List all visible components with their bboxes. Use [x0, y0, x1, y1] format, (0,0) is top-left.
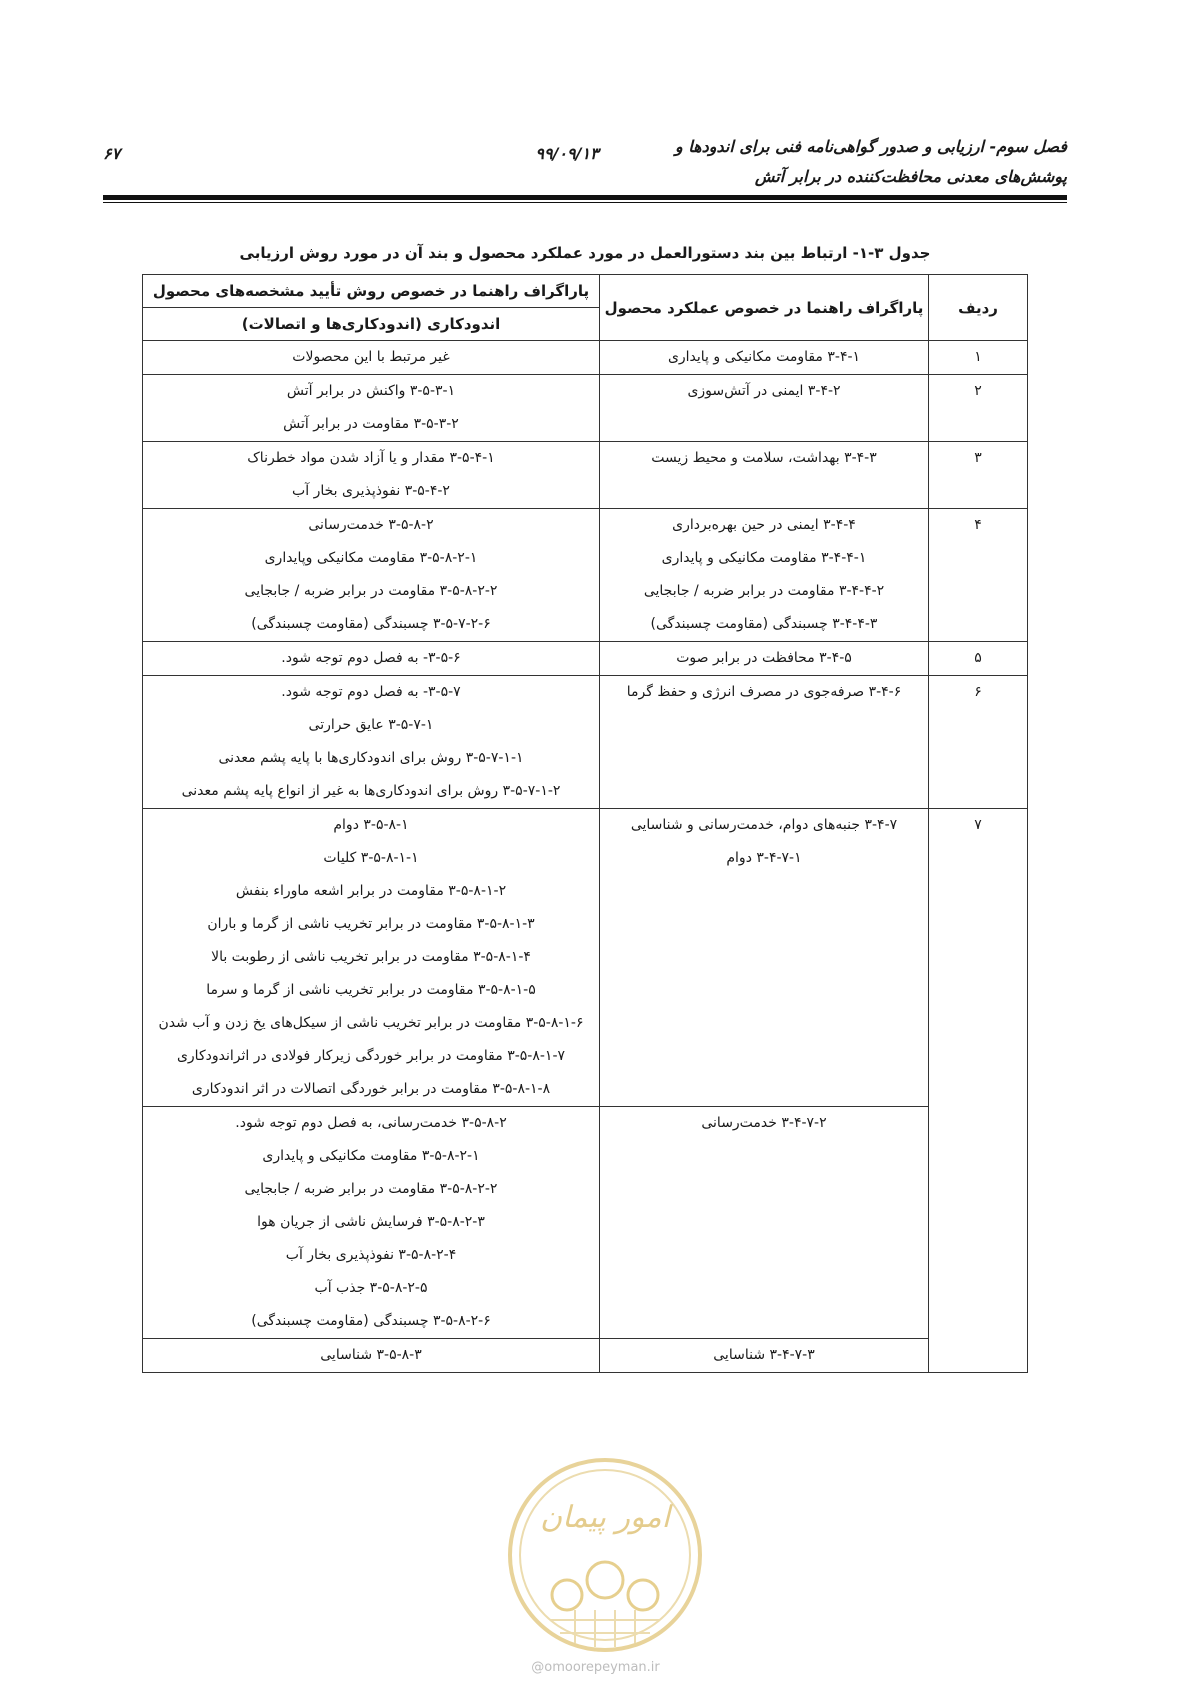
- radif-cell: [929, 642, 1028, 676]
- cell-line: ۳-۵-۷-۱-۲ روش برای اندودکاری‌ها به غیر از انواع پایه پشم معدنی: [181, 783, 561, 799]
- cell-line: ۳-۵-۷-۱ عایق حرارتی: [308, 717, 434, 733]
- header-rule-thick: [103, 195, 1067, 200]
- cell-line: ۳-۵-۸-۱-۱ کلیات: [323, 850, 419, 866]
- header-spec-line-1: پاراگراف راهنما در خصوص روش تأیید مشخصه‌های محصول: [152, 282, 590, 300]
- radif-value: ۴: [974, 517, 982, 533]
- header-radif: ردیف: [929, 275, 1028, 341]
- cell-line: ۳-۵-۳-۱ واکنش در برابر آتش: [286, 383, 456, 399]
- radif-value: ۷: [974, 817, 982, 833]
- cell-line: ۳-۵-۸-۲ خدمت‌رسانی: [308, 517, 434, 533]
- spec-cell: [143, 676, 600, 809]
- cell-line: ۳-۵-۸-۱-۷ مقاومت در برابر خوردگی زیرکار فولادی در اثراندودکاری: [176, 1048, 566, 1064]
- performance-cell: [600, 676, 929, 809]
- table-row: [143, 809, 1028, 1107]
- performance-cell: [600, 341, 929, 375]
- cell-line: ۳-۵-۸-۱-۵ مقاومت در برابر تخریب ناشی از گرما و سرما: [206, 982, 536, 998]
- page-number: ۶۷: [103, 144, 121, 163]
- performance-cell: [600, 375, 929, 442]
- chapter-title-line-1: فصل سوم- ارزیابی و صدور گواهی‌نامه فنی برای اندودها و: [675, 137, 1067, 156]
- cell-line: ۳-۵-۸-۲-۳ فرسایش ناشی از جریان هوا: [257, 1214, 485, 1230]
- table-row: [143, 341, 1028, 375]
- watermark-text: @omoorepeyman.ir: [531, 1660, 660, 1675]
- performance-cell: [600, 642, 929, 676]
- radif-cell: [929, 341, 1028, 375]
- cell-line: ۳-۵-۳-۲ مقاومت در برابر آتش: [283, 416, 459, 432]
- table-caption: جدول ۳-۱- ارتباط بین بند دستورالعمل در مورد عملکرد محصول و بند آن در مورد روش ارزیابی: [239, 244, 931, 262]
- cell-line: ۳-۵-۸-۲-۶ چسبندگی (مقاومت چسبندگی): [251, 1313, 491, 1329]
- cell-line: ۳-۴-۷ جنبه‌های دوام، خدمت‌رسانی و شناسایی: [630, 817, 898, 833]
- cell-line: ۳-۴-۴-۳ چسبندگی (مقاومت چسبندگی): [650, 616, 878, 632]
- spec-cell: [143, 375, 600, 442]
- table-row: [143, 1107, 1028, 1339]
- cell-line: ۳-۴-۷-۳ شناسایی: [713, 1347, 815, 1363]
- cell-line: ۳-۵-۸-۱-۸ مقاومت در برابر خوردگی اتصالات در اثر اندودکاری: [191, 1081, 551, 1097]
- cell-line: ۳-۴-۷-۲ خدمت‌رسانی: [701, 1115, 827, 1131]
- cell-line: ۳-۵-۸-۲-۱ مقاومت مکانیکی و پایداری: [262, 1148, 480, 1164]
- cell-line: ۳-۵-۸-۱ دوام: [333, 817, 409, 833]
- cell-line: ۳-۵-۸-۲-۲ مقاومت در برابر ضربه / جابجایی: [244, 583, 498, 599]
- seal-stamp: [505, 1455, 705, 1655]
- cell-line: ۳-۵-۸-۱-۲ مقاومت در برابر اشعه ماوراء بنفش: [235, 883, 507, 899]
- svg-text:امور پیمان: امور پیمان: [540, 1500, 670, 1535]
- performance-cell: [600, 1107, 929, 1339]
- table-header-row: [143, 275, 1028, 341]
- chapter-title: [675, 132, 1067, 192]
- performance-cell: [600, 509, 929, 642]
- radif-value: ۳: [974, 450, 982, 466]
- spec-cell: [143, 1107, 600, 1339]
- cell-line: ۳-۵-۶- به فصل دوم توجه شود.: [281, 650, 461, 666]
- table-row: [143, 642, 1028, 676]
- cell-line: ۳-۵-۷- به فصل دوم توجه شود.: [281, 684, 461, 700]
- cell-line: ۳-۴-۷-۱ دوام: [726, 850, 802, 866]
- spec-cell: [143, 442, 600, 509]
- cell-line: ۳-۴-۳ بهداشت، سلامت و محیط زیست: [651, 450, 877, 466]
- cell-line: ۳-۵-۸-۳ شناسایی: [320, 1347, 422, 1363]
- cell-line: ۳-۵-۸-۲ خدمت‌رسانی، به فصل دوم توجه شود.: [235, 1115, 507, 1131]
- cell-line: ۳-۵-۸-۲-۵ جذب آب: [314, 1280, 428, 1296]
- table-row: [143, 442, 1028, 509]
- cell-line: ۳-۴-۶ صرفه‌جوی در مصرف انرژی و حفظ گرما: [626, 684, 902, 700]
- cell-line: ۳-۴-۵ محافظت در برابر صوت: [676, 650, 852, 666]
- performance-cell: [600, 1339, 929, 1373]
- radif-cell: [929, 375, 1028, 442]
- header-spec: [143, 275, 600, 341]
- table-body: [143, 341, 1028, 1373]
- cell-line: ۳-۴-۴ ایمنی در حین بهره‌برداری: [672, 517, 856, 533]
- table-row: [143, 676, 1028, 809]
- header-rule-thin: [103, 202, 1067, 203]
- cell-line: ۳-۴-۱ مقاومت مکانیکی و پایداری: [667, 349, 861, 365]
- radif-cell: [929, 809, 1028, 1373]
- table-row: [143, 509, 1028, 642]
- relation-table: [142, 274, 1028, 1373]
- radif-value: ۶: [974, 684, 982, 700]
- table-row: [143, 1339, 1028, 1373]
- spec-cell: [143, 809, 600, 1107]
- cell-line: ۳-۵-۴-۱ مقدار و یا آزاد شدن مواد خطرناک: [247, 450, 495, 466]
- cell-line: ۳-۵-۸-۲-۱ مقاومت مکانیکی وپایداری: [264, 550, 478, 566]
- radif-cell: [929, 676, 1028, 809]
- cell-line: ۳-۵-۷-۱-۱ روش برای اندودکاری‌ها با پایه پشم معدنی: [218, 750, 524, 766]
- performance-cell: [600, 442, 929, 509]
- cell-line: ۳-۵-۷-۲-۶ چسبندگی (مقاومت چسبندگی): [251, 616, 491, 632]
- radif-value: ۲: [974, 383, 982, 399]
- performance-cell: [600, 809, 929, 1107]
- cell-line: ۳-۵-۸-۲-۴ نفوذپذیری بخار آب: [285, 1247, 457, 1263]
- radif-cell: [929, 509, 1028, 642]
- cell-line: ۳-۴-۴-۱ مقاومت مکانیکی و پایداری: [661, 550, 867, 566]
- radif-value: ۱: [974, 349, 982, 365]
- spec-cell: [143, 509, 600, 642]
- radif-cell: [929, 442, 1028, 509]
- spec-cell: [143, 1339, 600, 1373]
- cell-line: ۳-۴-۴-۲ مقاومت در برابر ضربه / جابجایی: [643, 583, 885, 599]
- spec-cell: [143, 341, 600, 375]
- spec-cell: [143, 642, 600, 676]
- cell-line: ۳-۵-۸-۱-۴ مقاومت در برابر تخریب ناشی از رطوبت بالا: [211, 949, 531, 965]
- cell-line: ۳-۵-۸-۱-۳ مقاومت در برابر تخریب ناشی از گرما و باران: [207, 916, 535, 932]
- cell-line: ۳-۵-۴-۲ نفوذپذیری بخار آب: [292, 483, 450, 499]
- cell-line: ۳-۴-۲ ایمنی در آتش‌سوزی: [687, 383, 841, 399]
- chapter-title-line-2: پوشش‌های معدنی محافظت‌کننده در برابر آتش: [754, 167, 1067, 186]
- header-performance: پاراگراف راهنما در خصوص عملکرد محصول: [600, 275, 929, 341]
- cell-line: ۳-۵-۸-۲-۲ مقاومت در برابر ضربه / جابجایی: [244, 1181, 498, 1197]
- table-row: [143, 375, 1028, 442]
- cell-line: ۳-۵-۸-۱-۶ مقاومت در برابر تخریب ناشی از سیکل‌های یخ زدن و آب شدن: [158, 1015, 584, 1031]
- page-header: [103, 128, 1067, 198]
- cell-line: غیر مرتبط با این محصولات: [292, 349, 450, 365]
- document-date: ۹۹/۰۹/۱۳: [535, 144, 599, 163]
- header-spec-line-2: اندودکاری (اندودکاری‌ها و اتصالات): [143, 307, 599, 340]
- radif-value: ۵: [974, 650, 982, 666]
